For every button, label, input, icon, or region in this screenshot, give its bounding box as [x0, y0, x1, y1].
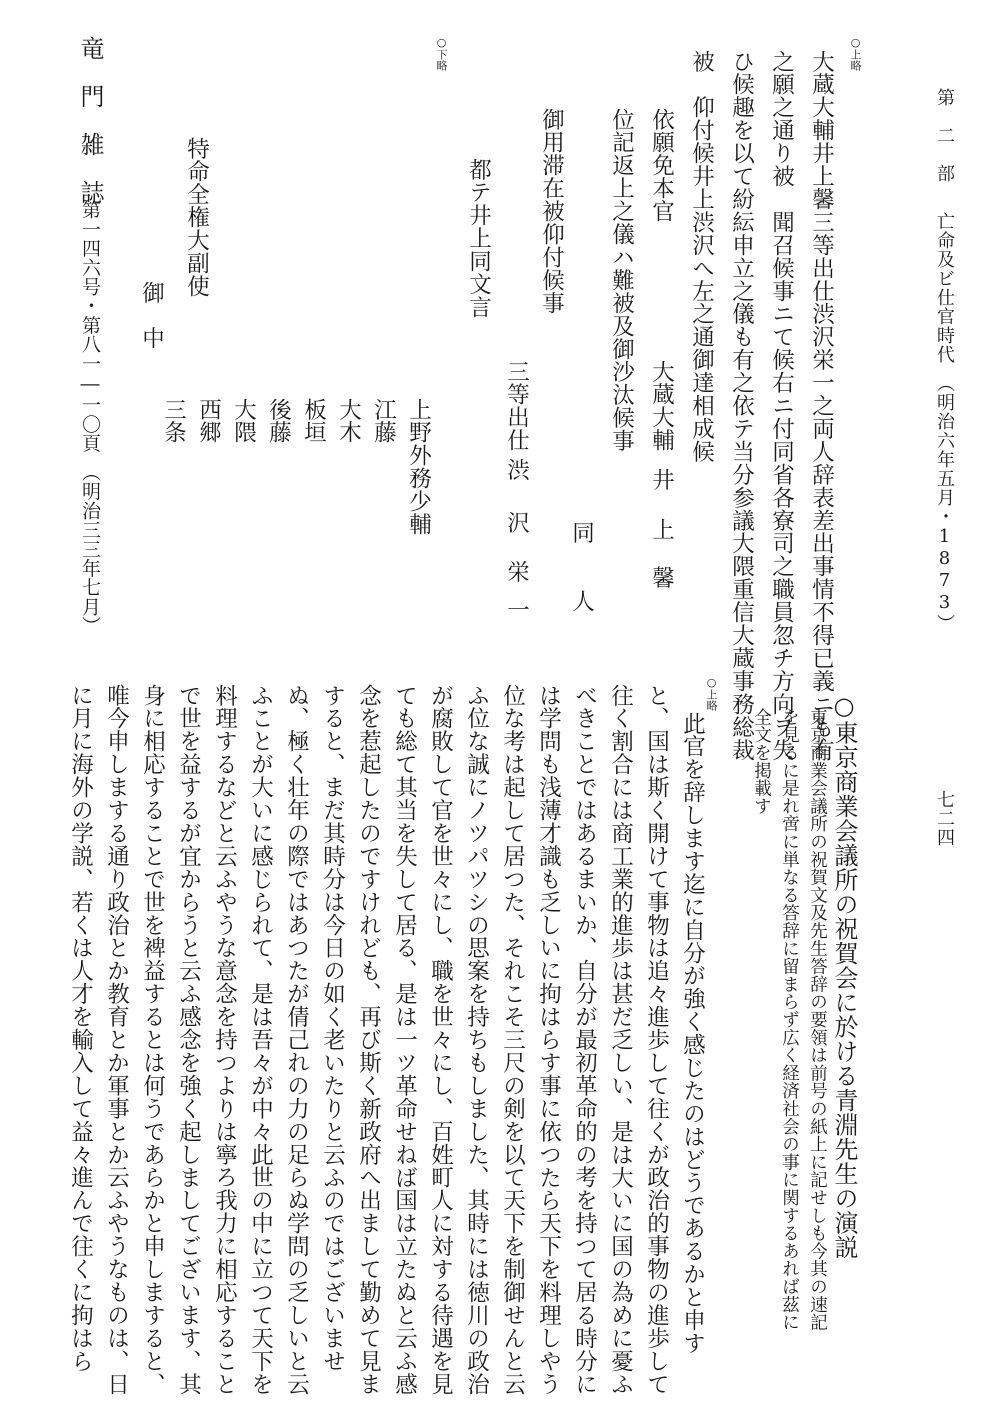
- speech-line: 位な考は起して居つた、それこそ三尺の剣を以て天下を制御せんと云: [499, 684, 526, 1396]
- speech-line: ても総て其当を失して居る、是は一ツ革命せねば国は立たぬと云ふ感: [391, 684, 418, 1396]
- order-3-name: 栄: [503, 560, 530, 583]
- addressee: 御 中: [138, 281, 165, 350]
- speech-line: ふことが大いに感じられて、是は吾々が中々此世の中に立つて天下を: [247, 684, 274, 1396]
- speech-line: 唯今申しまする通り政治とか教育とか軍事とか云ふやうなものは、日: [103, 684, 130, 1396]
- intro-line-2: を見るに是れ啻に単なる答辞に留まらず広く経済社会の事に関するあれば茲に: [779, 708, 800, 1331]
- speech-title: ○東京商業会議所の祝賀会に於ける青淵先生の演説: [830, 692, 858, 1260]
- speech-line: 料理するなどと云ふやうな意念を持つよりは寧ろ我力に相応すること: [211, 684, 238, 1396]
- speech-line: ぬ、極く壮年の際ではあつたが倩己れの力の足らぬ学問の乏しいと云: [283, 684, 310, 1396]
- signer: 上野外務少輔: [405, 398, 432, 536]
- order-3-name: 沢: [503, 511, 530, 534]
- upper-line-3: ひ候趣を以て紛紜申立之儀も有之依テ当分参議大隈重信大蔵事務総裁: [728, 50, 755, 762]
- order-3-name: 渋: [503, 458, 530, 481]
- upper-line-2: 之願之通り被 聞召候事ニて候右ニ付同省各寮司之職員忽チ方向ヲ失: [768, 50, 795, 762]
- page-number: 七二四: [934, 790, 955, 847]
- order-3-rank: 三等出仕: [503, 360, 530, 452]
- order-1-text: 依願免本官: [648, 108, 675, 223]
- envoy-title: 特命全権大副使: [183, 137, 210, 298]
- speech-line: と、国は斯く開けて事物は追々進歩して往くが政治的事物の進歩して: [643, 684, 670, 1396]
- order-3-text: 御用滞在被仰付候事: [538, 108, 565, 315]
- speech-line: は学問も浅薄才識も乏しいに拘はらす事に依つたら天下を料理しやう: [535, 684, 562, 1396]
- signer: 三条: [160, 398, 187, 444]
- running-head-section: 亡命及ビ仕官時代 （明治六年五月・1873）: [934, 212, 955, 633]
- speech-line: 往く割合には商工業的進歩は甚だ乏しい、是は大いに国の為めに憂ふ: [607, 684, 634, 1396]
- order-3-name: 一: [503, 598, 530, 621]
- note-omitted-below: ○下略: [435, 36, 448, 71]
- intro-line-1: 東京商業会議所の祝賀文及先生答辞の要領は前号の紙上に記せしも今其の速記: [807, 708, 828, 1331]
- order-1-name: 上: [648, 518, 675, 541]
- note-omitted-above: ○上略: [849, 36, 862, 71]
- order-2-text: 位記返上之儀ハ難被及御沙汰候事: [608, 108, 635, 453]
- speech-line: ふ位な誠にノツパツシの思案を持ちもしました、其時には徳川の政治: [463, 684, 490, 1396]
- speech-line: 此官を辞します迄に自分が強く感じたのはどうであるかと申す: [679, 712, 706, 1355]
- signer: 大木: [335, 398, 362, 444]
- speech-line: で世を益するが宜からうと云ふ感念を強く起しましてございます、其: [175, 684, 202, 1396]
- signer: 江藤: [370, 398, 397, 444]
- speech-line: べきことではあるまいか、自分が最初革命的の考を持つて居る時分に: [571, 684, 598, 1396]
- upper-line-1: 大蔵大輔井上馨三等出仕渋沢栄一之両人辞表差出事情不得已義ニも有: [808, 50, 835, 762]
- order-2-same-person: 同 人: [568, 521, 595, 613]
- speech-line: が腐敗して官を世々にし、職を世々にし、百姓町人に対する待遇を見: [427, 684, 454, 1396]
- order-1-rank: 大蔵大輔: [648, 360, 675, 452]
- signer: 大隈: [230, 398, 257, 444]
- signer: 後藤: [265, 398, 292, 444]
- upper-line-4: 被 仰付候井上渋沢へ左之通御達相成候: [688, 50, 715, 464]
- intro-line-3: 全文を掲載す: [751, 708, 772, 815]
- citation: 第一四六号・第八一―一〇頁 （明治三三年七月）: [79, 200, 101, 636]
- signer: 西郷: [195, 398, 222, 444]
- speech-line: 身に相応することで世を裨益するとは何うであらかと申しますると、: [139, 684, 166, 1396]
- order-1-name: 井: [648, 468, 675, 491]
- order-4-text: 都テ井上同文言: [465, 158, 492, 319]
- speech-line: 念を惹起したのですけれども、再び斯く新政府へ出まして勤めて見ま: [355, 684, 382, 1396]
- note-omitted-above-speech: ○上略: [705, 676, 718, 711]
- running-head-part: 第 二 部: [934, 88, 955, 183]
- speech-line: すると、まだ其時分は今日の如く老いたりと云ふのではございませ: [319, 684, 346, 1373]
- order-1-name: 馨: [648, 566, 675, 589]
- journal-name: 竜 門 雑 誌: [76, 36, 104, 204]
- speech-line: に月に海外の学説、若くは人才を輸入して益々進んで往くに拘はら: [67, 684, 94, 1373]
- signer: 板垣: [300, 398, 327, 444]
